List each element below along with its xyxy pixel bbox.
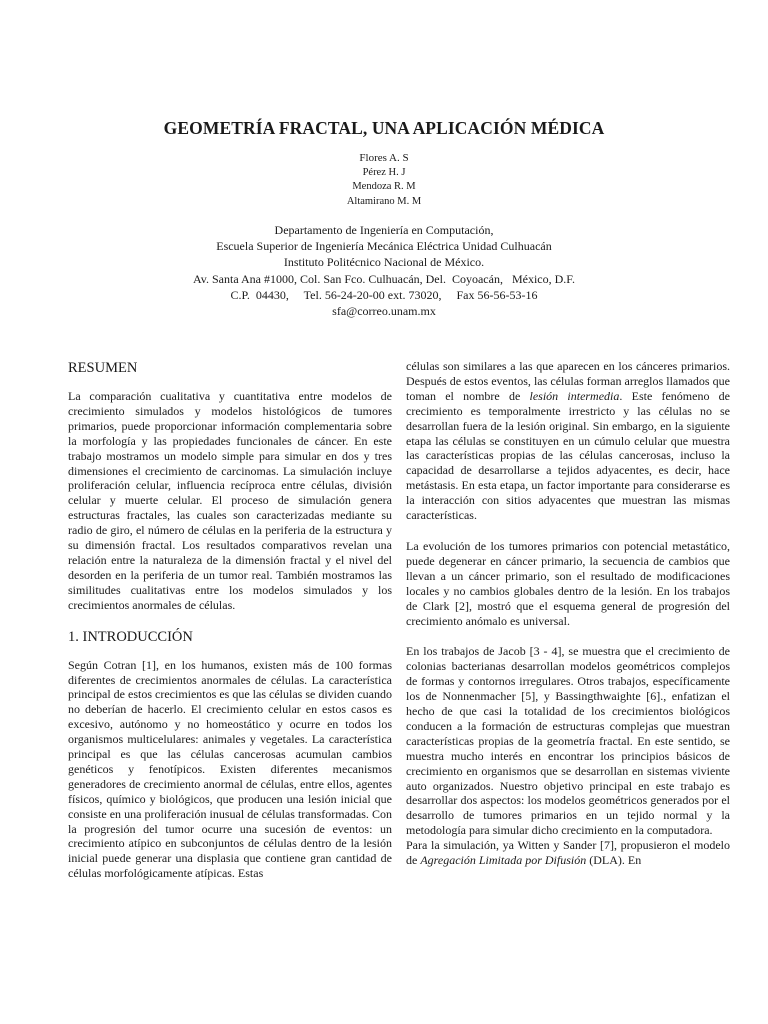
body-paragraph: La evolución de los tumores primarios con potencial metastático, puede degenerar en cáncer primario, la secuencia de cambios que llevan a un cáncer primario, son el resultado de modificaciones locales y no cambios globales dentro de la lesión. En los trabajos de Clark [2], mostró que el esquema general de progresión del crecimiento anómalo es universal.	[406, 538, 730, 628]
body-paragraph: Para la simulación, ya Witten y Sander [7], propusieron el modelo de Agregación Limitada por Difusión (DLA). En	[406, 838, 730, 868]
affiliation-line: C.P. 04430, Tel. 56-24-20-00 ext. 73020, Fax 56-56-53-16	[230, 287, 538, 302]
affiliation-line: Escuela Superior de Ingeniería Mecánica Eléctrica Unidad Culhuacán	[216, 239, 552, 254]
introduccion-heading: 1. INTRODUCCIÓN	[68, 628, 193, 645]
affiliation-line: Av. Santa Ana #1000, Col. San Fco. Culhuacán, Del. Coyoacán, México, D.F.	[193, 271, 575, 286]
body-paragraph: células son similares a las que aparecen en los cánceres primarios. Después de estos eventos, las células forman arreglos llamados que toman el nombre de lesión intermedia. Este fenómeno de crecimiento es temporalmente irrestricto y las células no se desarrollan fuera de la lesión original. Sin embargo, en la siguiente etapa las células se constituyen en un cúmulo celular que muestra las características propias de las células cancerosas, incluso la capacidad de desarrollarse a tejidos adyacentes, es decir, hace metástasis. En esta etapa, un factor importante para considerarse es la interacción con sitios adyacentes que muestran las mismas características.	[406, 359, 731, 523]
affiliation-line: Departamento de Ingeniería en Computación,	[274, 223, 494, 237]
resumen-heading: RESUMEN	[68, 360, 138, 376]
author-name: Flores A. S	[359, 152, 409, 164]
author-name: Altamirano M. M	[346, 195, 422, 207]
author-name: Mendoza R. M	[352, 181, 416, 192]
left-column	[68, 359, 392, 881]
paper-title: GEOMETRÍA FRACTAL, UNA APLICACIÓN MÉDICA	[163, 118, 605, 138]
resumen-paragraph: La comparación cualitativa y cuantitativa entre modelos de crecimiento simulados y modelos histológicos de tumores primarios, puede proporcionar información complementaria sobre la morfología y las propiedades funcionales de cáncer. En este trabajo mostramos un modelo simple para simular en dos y tres dimensiones el crecimiento de carcinomas. La simulación incluye proliferación celular, influencia recíproca entre células, división celular y muerte celular. El proceso de simulación genera estructuras fractales, las cuales son caracterizadas mediante su radio de giro, el número de células en la periferia de la estructura y su dimensión fractal. Los resultados comparativos revelan una relación entre la naturaleza de la dimensión fractal y el nivel del desorden en la periferia de un tumor real. También mostramos las similitudes cualitativas entre los modelos simulados y los crecimientos anormales de células.	[68, 389, 392, 612]
affiliation-line: Instituto Politécnico Nacional de México.	[283, 255, 485, 270]
author-list	[0, 151, 768, 209]
italic-term: lesión intermedia	[529, 388, 620, 403]
italic-term: Agregación Limitada por Difusión	[420, 853, 587, 868]
author-name: Pérez H. J	[362, 166, 406, 178]
affiliation-block	[0, 222, 768, 319]
author-email: sfa@correo.unam.mx	[332, 304, 436, 319]
body-paragraph: En los trabajos de Jacob [3 - 4], se muestra que el crecimiento de colonias bacterianas desarrollan modelos geométricos complejos de formas y contornos irregulares. Otros trabajos, específicamente los de Nonnenmacher [5], y Bassingthwaighte [6]., enfatizan el hecho de que casi la totalidad de los crecimientos biológicos conducen a la formación de estructuras complejas que muestran características propias de la geometría fractal. En este sentido, se muestra mucho interés en encontrar los principios básicos de crecimiento en organismos que se desarrollan en sistemas viviente auto organizados. Nuestro objetivo principal en este trabajo es desarrollar dos aspectos: los modelos geométricos generados por el desarrollo de tumores primarios en un tejido normal y la metodología para simular dicho crecimiento en la computadora.	[406, 644, 730, 838]
right-column	[406, 359, 730, 868]
introduccion-paragraph: Según Cotran [1], en los humanos, existen más de 100 formas diferentes de crecimientos anormales de células. La característica principal de estos crecimientos es que las células se dividen cuando no deberían de hacerlo. El crecimiento celular en estos casos es excesivo, autónomo y no homeostático y ocurre en todos los organismos multicelulares: animales y vegetales. La característica principal es que las células cancerosas acumulan cambios genéticos y fenotípicos. Existen diferentes mecanismos generadores de crecimiento anormal de células, entre ellos, agentes físicos, químico y biológicos, que producen una lesión inicial que consiste en una proliferación inusual de células transformadas. Con la progresión del tumor ocurre una sucesión de eventos: un crecimiento atípico en subconjuntos de células dentro de la lesión inicial puede generar una displasia que contiene gran cantidad de células morfológicamente atípicas. Estas	[68, 657, 392, 881]
